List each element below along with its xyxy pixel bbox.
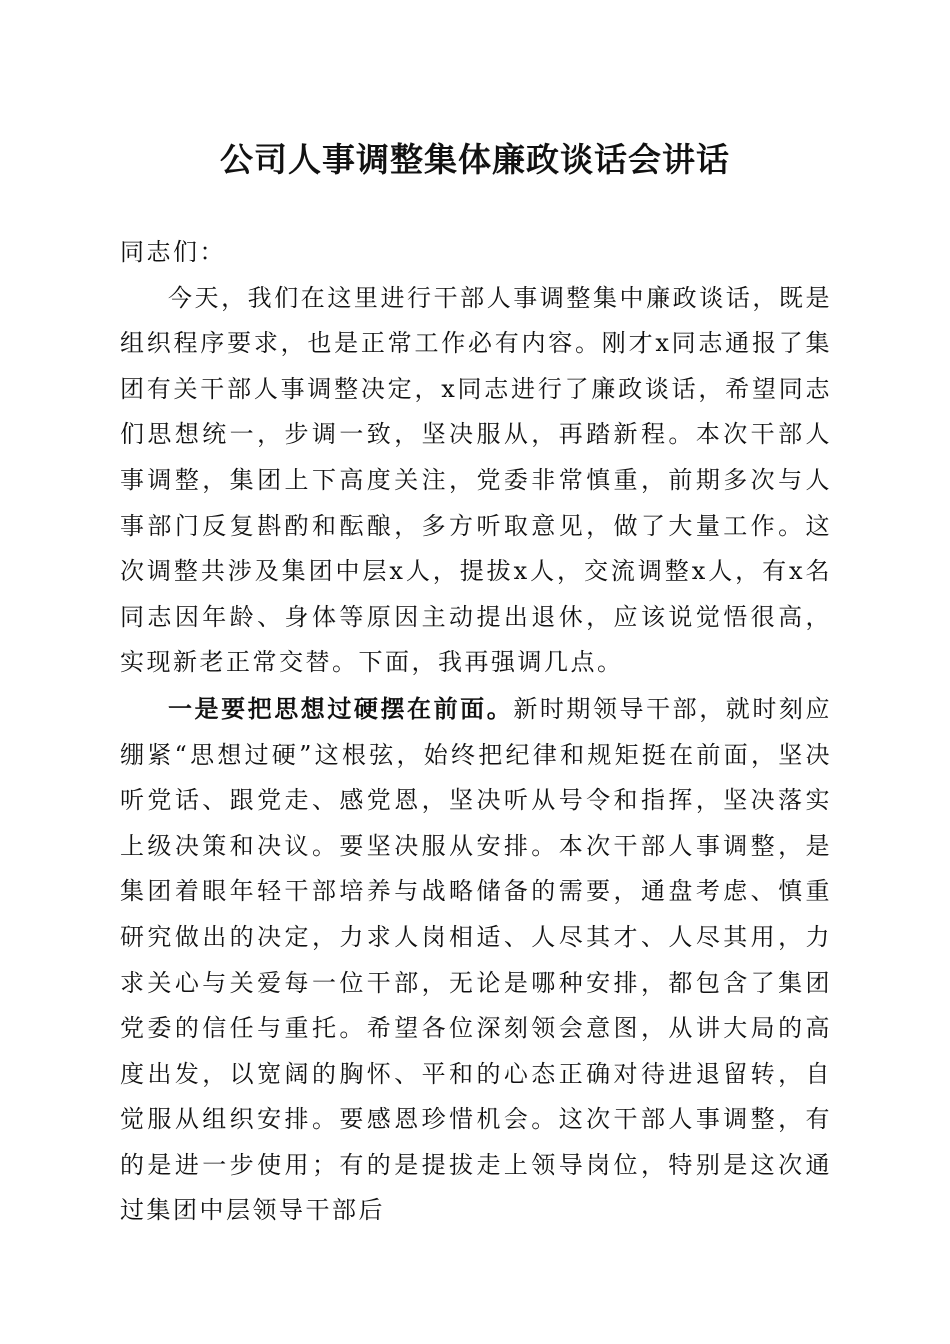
salutation: 同志们： — [120, 238, 226, 266]
paragraph-point-one — [120, 686, 832, 1234]
paragraph-lead-heading: 一是要把思想过硬摆在前面。 — [168, 693, 514, 723]
paragraph-point-one-body: 新时期领导干部，就时刻应绷紧“思想过硬”这根弦，始终把纪律和规矩挺在前面，坚决听党话、跟党走、感党恩，坚决听从号令和指挥，坚决落实上级决策和决议。要坚决服从安排。本次干部人事调整，是集团着眼年轻干部培养与战略储备的需要，通盘考虑、慎重研究做出的决定，力求人岗相适、人尽其才、人尽其用，力求关心与关爱每一位干部，无论是哪种安排，都包含了集团党委的信任与重托。希望各位深刻领会意图，从讲大局的高度出发，以宽阔的胸怀、平和的心态正确对待进退留转，自觉服从组织安排。要感恩珍惜机会。这次干部人事调整，有的是进一步使用；有的是提拔走上领导岗位，特别是这次通过集团中层领导干部后 — [120, 694, 832, 1225]
document-title: 公司人事调整集体廉政谈话会讲话 — [220, 140, 730, 179]
document-body — [120, 230, 832, 1234]
paragraph-intro: 今天，我们在这里进行干部人事调整集中廉政谈话，既是组织程序要求，也是正常工作必有内容。刚才x同志通报了集团有关干部人事调整决定，x同志进行了廉政谈话，希望同志们思想统一，步调一致，坚决服从，再踏新程。本次干部人事调整，集团上下高度关注，党委非常慎重，前期多次与人事部门反复斟酌和酝酿，多方听取意见，做了大量工作。这次调整共涉及集团中层x人，提拔x人，交流调整x人，有x名同志因年龄、身体等原因主动提出退休，应该说觉悟很高，实现新老正常交替。下面，我再强调几点。 — [120, 283, 832, 677]
